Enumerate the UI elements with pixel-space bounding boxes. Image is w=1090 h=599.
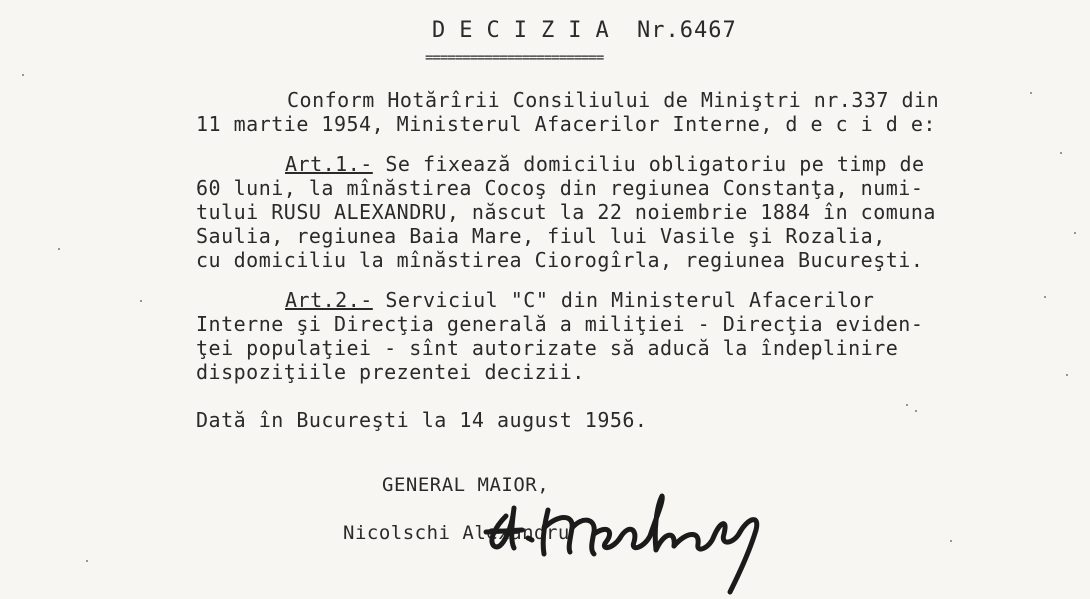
paper-speck (140, 300, 142, 302)
title-number: Nr.6467 (636, 18, 737, 43)
article-1-line-5: cu domiciliu la mînăstirea Ciorogîrla, regiunea Bucureşti. (196, 248, 924, 272)
paper-speck (1066, 374, 1068, 376)
intro-line-1: Conform Hotărîrii Consiliului de Miniştri nr.337 din (287, 88, 940, 112)
article-2-line-2: Interne şi Direcţia generală a miliţiei - Direcţia eviden- (196, 312, 924, 336)
paper-speck (58, 248, 60, 250)
paper-speck (1060, 152, 1062, 154)
article-2-label: Art.2.- (285, 288, 373, 312)
article-1-line-1 (285, 152, 925, 176)
article-1-label: Art.1.- (285, 152, 373, 176)
article-2-line-4: dispoziţiile prezentei decizii. (196, 360, 585, 384)
article-2-text: Serviciul "C" din Ministerul Afacerilor (372, 288, 875, 312)
article-1-text: Se fixează domiciliu obligatoriu pe timp de (372, 152, 925, 176)
article-1-line-4: Saulia, regiunea Baia Mare, fiul lui Vasile şi Rozalia, (196, 224, 886, 248)
paper-speck (22, 74, 24, 76)
article-1-line-3: tului RUSU ALEXANDRU, născut la 22 noiembrie 1884 în comuna (196, 200, 936, 224)
signatory-name: Nicolschi Alexandru (343, 522, 570, 544)
intro-line-2: 11 martie 1954, Ministerul Afacerilor Interne, d e c i d e: (196, 112, 936, 136)
signatory-rank: GENERAL MAIOR, (382, 474, 550, 496)
document-title (432, 18, 737, 43)
paper-speck (906, 404, 908, 406)
title-underline: ======================== (425, 50, 604, 66)
paper-speck (1030, 92, 1032, 94)
handwritten-signature (478, 488, 788, 598)
article-1-line-2: 60 luni, la mînăstirea Cocoş din regiunea Constanţa, numi- (196, 176, 924, 200)
article-2-line-1 (285, 288, 874, 312)
article-2-line-3: ţei populaţiei - sînt autorizate să aducă la îndeplinire (196, 336, 899, 360)
title-word: DECIZIA (432, 18, 623, 43)
paper-speck (86, 560, 88, 562)
date-line: Dată în Bucureşti la 14 august 1956. (196, 408, 648, 432)
paper-speck (1044, 296, 1046, 298)
paper-speck (1074, 232, 1076, 234)
paper-speck (915, 410, 917, 412)
paper-speck (950, 540, 952, 542)
